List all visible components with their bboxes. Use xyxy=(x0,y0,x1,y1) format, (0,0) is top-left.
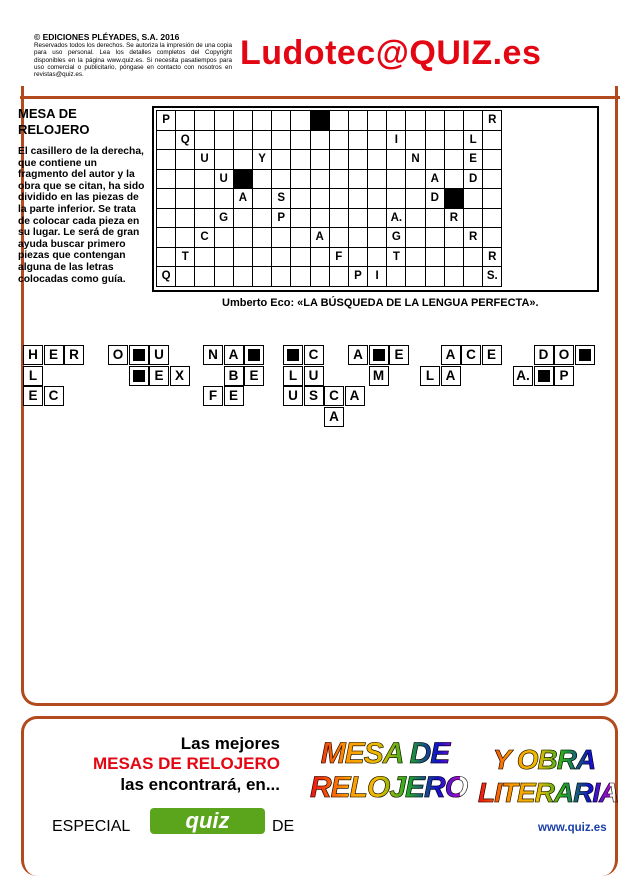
grid-cell[interactable]: D xyxy=(464,169,483,189)
grid-cell[interactable] xyxy=(368,111,387,131)
grid-cell[interactable] xyxy=(176,169,195,189)
grid-cell[interactable] xyxy=(252,267,271,287)
grid-cell[interactable] xyxy=(214,150,233,170)
copyright-body: Reservados todos los derechos. Se autoriza la impresión de una copia para uso personal. Lea los detalles completos del Copyright disponibles en la página www.quiz.es. Si necesita pasatiempos para uso comercial o publicitario, póngase en contacto con nosotros en revistas@quiz.es. xyxy=(34,42,232,79)
grid-cell[interactable] xyxy=(214,189,233,209)
black-cell xyxy=(575,345,595,365)
grid-cell[interactable] xyxy=(214,228,233,248)
grid-cell[interactable] xyxy=(195,208,214,228)
grid-cell[interactable]: Q xyxy=(176,130,195,150)
grid-cell[interactable] xyxy=(176,228,195,248)
grid-cell[interactable] xyxy=(368,228,387,248)
grid-cell[interactable] xyxy=(214,247,233,267)
grid-cell[interactable] xyxy=(444,130,463,150)
grid-cell[interactable] xyxy=(252,208,271,228)
grid-cell[interactable] xyxy=(157,150,176,170)
puzzle-grid xyxy=(156,110,502,287)
promo-especial: ESPECIAL xyxy=(52,818,131,835)
grid-cell[interactable]: P xyxy=(348,267,367,287)
grid-cell[interactable] xyxy=(272,228,291,248)
promo-line-2: MESAS DE RELOJERO xyxy=(92,754,280,773)
grid-cell[interactable] xyxy=(425,228,444,248)
black-cell xyxy=(283,345,303,365)
piece-cell: A xyxy=(348,345,368,365)
grid-cell[interactable] xyxy=(368,150,387,170)
grid-cell[interactable] xyxy=(252,130,271,150)
piece-cell: C xyxy=(44,386,64,406)
grid-cell[interactable]: R xyxy=(444,208,463,228)
grid-cell[interactable] xyxy=(483,189,502,209)
grid-cell[interactable] xyxy=(444,247,463,267)
grid-cell[interactable] xyxy=(368,169,387,189)
grid-cell[interactable] xyxy=(310,208,329,228)
grid-cell[interactable] xyxy=(252,111,271,131)
grid-cell[interactable] xyxy=(157,169,176,189)
grid-cell[interactable] xyxy=(368,130,387,150)
grid-cell[interactable] xyxy=(291,228,310,248)
grid-cell[interactable] xyxy=(272,267,291,287)
grid-cell[interactable] xyxy=(329,111,348,131)
grid-cell[interactable] xyxy=(348,169,367,189)
grid-cell[interactable] xyxy=(233,111,252,131)
piece-cell: B xyxy=(224,366,244,386)
grid-cell[interactable] xyxy=(233,130,252,150)
grid-cell[interactable] xyxy=(464,208,483,228)
piece-cell: E xyxy=(389,345,409,365)
piece-cell: F xyxy=(203,386,223,406)
grid-cell[interactable] xyxy=(483,169,502,189)
black-cell xyxy=(369,345,389,365)
grid-cell[interactable] xyxy=(233,169,252,189)
grid-cell[interactable] xyxy=(233,247,252,267)
grid-cell[interactable] xyxy=(310,130,329,150)
grid-cell[interactable]: G xyxy=(387,228,406,248)
grid-cell[interactable]: R xyxy=(483,247,502,267)
grid-cell[interactable] xyxy=(310,247,329,267)
black-cell xyxy=(534,366,554,386)
grid-cell[interactable] xyxy=(425,111,444,131)
grid-cell[interactable]: A xyxy=(425,169,444,189)
grid-row xyxy=(157,111,502,131)
grid-cell[interactable] xyxy=(329,169,348,189)
grid-cell[interactable] xyxy=(425,150,444,170)
grid-cell[interactable] xyxy=(272,130,291,150)
grid-cell[interactable] xyxy=(310,111,329,131)
piece-cell: A xyxy=(441,345,461,365)
grid-cell[interactable] xyxy=(464,247,483,267)
grid-cell[interactable]: F xyxy=(329,247,348,267)
grid-cell[interactable] xyxy=(368,247,387,267)
grid-cell[interactable]: R xyxy=(464,228,483,248)
grid-row xyxy=(157,247,502,267)
grid-cell[interactable] xyxy=(425,130,444,150)
grid-cell[interactable]: S. xyxy=(483,267,502,287)
grid-cell[interactable] xyxy=(291,267,310,287)
grid-cell[interactable] xyxy=(406,130,425,150)
grid-cell[interactable] xyxy=(483,130,502,150)
brand-logo: Ludotec@QUIZ.es xyxy=(240,34,542,72)
grid-row xyxy=(157,189,502,209)
piece-cell: A xyxy=(224,345,244,365)
grid-cell[interactable] xyxy=(252,189,271,209)
grid-cell[interactable] xyxy=(252,228,271,248)
grid-cell[interactable] xyxy=(176,111,195,131)
piece-cell: A xyxy=(345,386,365,406)
grid-cell[interactable] xyxy=(176,208,195,228)
piece-cell: A xyxy=(324,407,344,427)
grid-cell[interactable] xyxy=(444,111,463,131)
piece-cell: S xyxy=(304,386,324,406)
grid-cell[interactable] xyxy=(406,111,425,131)
grid-cell[interactable] xyxy=(233,150,252,170)
piece-cell: E xyxy=(244,366,264,386)
grid-cell[interactable] xyxy=(176,150,195,170)
piece-cell: O xyxy=(108,345,128,365)
grid-cell[interactable] xyxy=(310,189,329,209)
piece-cell: E xyxy=(482,345,502,365)
grid-cell[interactable] xyxy=(425,208,444,228)
grid-cell[interactable] xyxy=(348,150,367,170)
promo-de: DE xyxy=(272,818,295,835)
grid-cell[interactable] xyxy=(425,247,444,267)
grid-cell[interactable] xyxy=(387,267,406,287)
grid-cell[interactable] xyxy=(291,189,310,209)
grid-cell[interactable] xyxy=(348,247,367,267)
grid-cell[interactable] xyxy=(444,150,463,170)
piece-cell: P xyxy=(554,366,574,386)
copyright-notice xyxy=(34,32,232,78)
grid-cell[interactable] xyxy=(310,267,329,287)
grid-cell[interactable] xyxy=(157,228,176,248)
puzzle-instructions: El casillero de la derecha, que contiene un fragmento del autor y la obra que se citan, ha sido dividido en las piezas de la parte inferior. Se trata de colocar cada pieza en su lugar. Le será de gran ayuda buscar primero piezas que contengan alguna de las letras colocadas como guía. xyxy=(18,146,145,285)
grid-cell[interactable] xyxy=(483,150,502,170)
grid-cell[interactable] xyxy=(483,228,502,248)
grid-cell[interactable] xyxy=(272,247,291,267)
grid-cell[interactable] xyxy=(157,130,176,150)
grid-cell[interactable] xyxy=(233,267,252,287)
grid-cell[interactable] xyxy=(233,208,252,228)
grid-row xyxy=(157,228,502,248)
piece-cell: A. xyxy=(513,366,533,386)
grid-cell[interactable] xyxy=(444,267,463,287)
grid-cell[interactable]: T xyxy=(176,247,195,267)
grid-cell[interactable] xyxy=(329,189,348,209)
piece-cell: E xyxy=(149,366,169,386)
grid-cell[interactable]: S xyxy=(272,189,291,209)
grid-cell[interactable] xyxy=(214,111,233,131)
grid-cell[interactable] xyxy=(252,169,271,189)
grid-cell[interactable] xyxy=(444,189,463,209)
grid-cell[interactable] xyxy=(291,247,310,267)
piece-cell: M xyxy=(369,366,389,386)
grid-cell[interactable] xyxy=(387,189,406,209)
grid-cell[interactable]: Y xyxy=(252,150,271,170)
piece-cell: X xyxy=(170,366,190,386)
grid-cell[interactable]: C xyxy=(195,228,214,248)
piece-cell: L xyxy=(283,366,303,386)
piece-cell: A xyxy=(441,366,461,386)
grid-cell[interactable]: I xyxy=(368,267,387,287)
grid-cell[interactable] xyxy=(329,130,348,150)
grid-row xyxy=(157,267,502,287)
grid-cell[interactable] xyxy=(195,189,214,209)
grid-cell[interactable] xyxy=(195,130,214,150)
header-separator xyxy=(20,96,620,99)
grid-cell[interactable] xyxy=(195,111,214,131)
piece-cell: E xyxy=(224,386,244,406)
grid-cell[interactable]: A xyxy=(233,189,252,209)
grid-cell[interactable] xyxy=(464,189,483,209)
black-cell xyxy=(244,345,264,365)
piece-cell: D xyxy=(534,345,554,365)
quiz-logo: quiz xyxy=(150,808,265,834)
grid-cell[interactable] xyxy=(406,208,425,228)
piece-cell: U xyxy=(283,386,303,406)
grid-row xyxy=(157,169,502,189)
piece-cell: C xyxy=(304,345,324,365)
grid-cell[interactable] xyxy=(195,247,214,267)
grid-cell[interactable] xyxy=(348,228,367,248)
grid-cell[interactable]: I xyxy=(387,130,406,150)
grid-cell[interactable] xyxy=(272,150,291,170)
grid-row xyxy=(157,130,502,150)
grid-cell[interactable] xyxy=(252,247,271,267)
puzzle-title: MESA DE RELOJERO xyxy=(18,106,90,137)
grid-cell[interactable] xyxy=(348,208,367,228)
promo-line-1: Las mejores xyxy=(180,734,280,753)
grid-cell[interactable]: L xyxy=(464,130,483,150)
grid-cell[interactable] xyxy=(348,111,367,131)
grid-cell[interactable] xyxy=(329,208,348,228)
grid-cell[interactable] xyxy=(483,208,502,228)
grid-row xyxy=(157,150,502,170)
piece-cell: L xyxy=(23,366,43,386)
piece-cell: L xyxy=(420,366,440,386)
grid-cell[interactable] xyxy=(195,169,214,189)
grid-cell[interactable]: P xyxy=(272,208,291,228)
grid-cell[interactable]: N xyxy=(406,150,425,170)
grid-cell[interactable] xyxy=(310,150,329,170)
grid-cell[interactable] xyxy=(387,169,406,189)
grid-cell[interactable] xyxy=(387,150,406,170)
grid-cell[interactable] xyxy=(464,111,483,131)
grid-cell[interactable] xyxy=(310,169,329,189)
grid-cell[interactable] xyxy=(368,189,387,209)
grid-cell[interactable] xyxy=(406,228,425,248)
grid-cell[interactable]: T xyxy=(387,247,406,267)
promo-line-3: las encontrará, en... xyxy=(120,775,280,794)
promo-title-obra: Y OBRA LITERARIA xyxy=(478,744,619,808)
grid-cell[interactable] xyxy=(291,150,310,170)
black-cell xyxy=(129,345,149,365)
grid-cell[interactable] xyxy=(291,111,310,131)
grid-cell[interactable] xyxy=(329,150,348,170)
grid-cell[interactable] xyxy=(176,189,195,209)
grid-cell[interactable] xyxy=(157,208,176,228)
grid-cell[interactable] xyxy=(291,208,310,228)
grid-cell[interactable]: P xyxy=(157,111,176,131)
piece-cell: C xyxy=(461,345,481,365)
grid-cell[interactable] xyxy=(406,169,425,189)
piece-cell: U xyxy=(304,366,324,386)
grid-cell[interactable]: A xyxy=(310,228,329,248)
grid-cell[interactable] xyxy=(368,208,387,228)
grid-cell[interactable] xyxy=(233,228,252,248)
grid-cell[interactable] xyxy=(157,247,176,267)
puzzle-attribution: Umberto Eco: «LA BÚSQUEDA DE LA LENGUA PERFECTA». xyxy=(222,297,539,309)
grid-cell[interactable] xyxy=(348,130,367,150)
grid-cell[interactable] xyxy=(291,169,310,189)
grid-cell[interactable] xyxy=(406,267,425,287)
grid-cell[interactable] xyxy=(406,247,425,267)
piece-cell: E xyxy=(23,386,43,406)
piece-cell: O xyxy=(554,345,574,365)
piece-cell: U xyxy=(149,345,169,365)
piece-cell: E xyxy=(44,345,64,365)
website-link[interactable]: www.quiz.es xyxy=(538,822,607,834)
grid-cell[interactable] xyxy=(195,267,214,287)
grid-cell[interactable] xyxy=(272,169,291,189)
grid-cell[interactable]: U xyxy=(214,169,233,189)
piece-cell: R xyxy=(64,345,84,365)
grid-cell[interactable]: Q xyxy=(157,267,176,287)
piece-cell: H xyxy=(23,345,43,365)
grid-cell[interactable] xyxy=(329,228,348,248)
grid-cell[interactable] xyxy=(348,189,367,209)
grid-row xyxy=(157,208,502,228)
grid-cell[interactable]: G xyxy=(214,208,233,228)
grid-cell[interactable]: R xyxy=(483,111,502,131)
grid-cell[interactable] xyxy=(406,189,425,209)
grid-cell[interactable] xyxy=(157,189,176,209)
grid-cell[interactable] xyxy=(214,130,233,150)
grid-cell[interactable] xyxy=(425,267,444,287)
grid-cell[interactable] xyxy=(272,111,291,131)
grid-cell[interactable] xyxy=(444,228,463,248)
grid-cell[interactable] xyxy=(214,267,233,287)
grid-cell[interactable]: A. xyxy=(387,208,406,228)
grid-cell[interactable] xyxy=(291,130,310,150)
grid-cell[interactable] xyxy=(444,169,463,189)
grid-cell[interactable]: D xyxy=(425,189,444,209)
grid-cell[interactable] xyxy=(176,267,195,287)
grid-cell[interactable] xyxy=(329,267,348,287)
grid-cell[interactable]: U xyxy=(195,150,214,170)
copyright-title: © EDICIONES PLÉYADES, S.A. 2016 xyxy=(34,32,180,42)
black-cell xyxy=(129,366,149,386)
grid-cell[interactable] xyxy=(464,267,483,287)
promo-title-mesa: MESA DE RELOJERO xyxy=(310,737,468,804)
grid-cell[interactable] xyxy=(387,111,406,131)
piece-cell: C xyxy=(324,386,344,406)
piece-cell: N xyxy=(203,345,223,365)
grid-cell[interactable]: E xyxy=(464,150,483,170)
